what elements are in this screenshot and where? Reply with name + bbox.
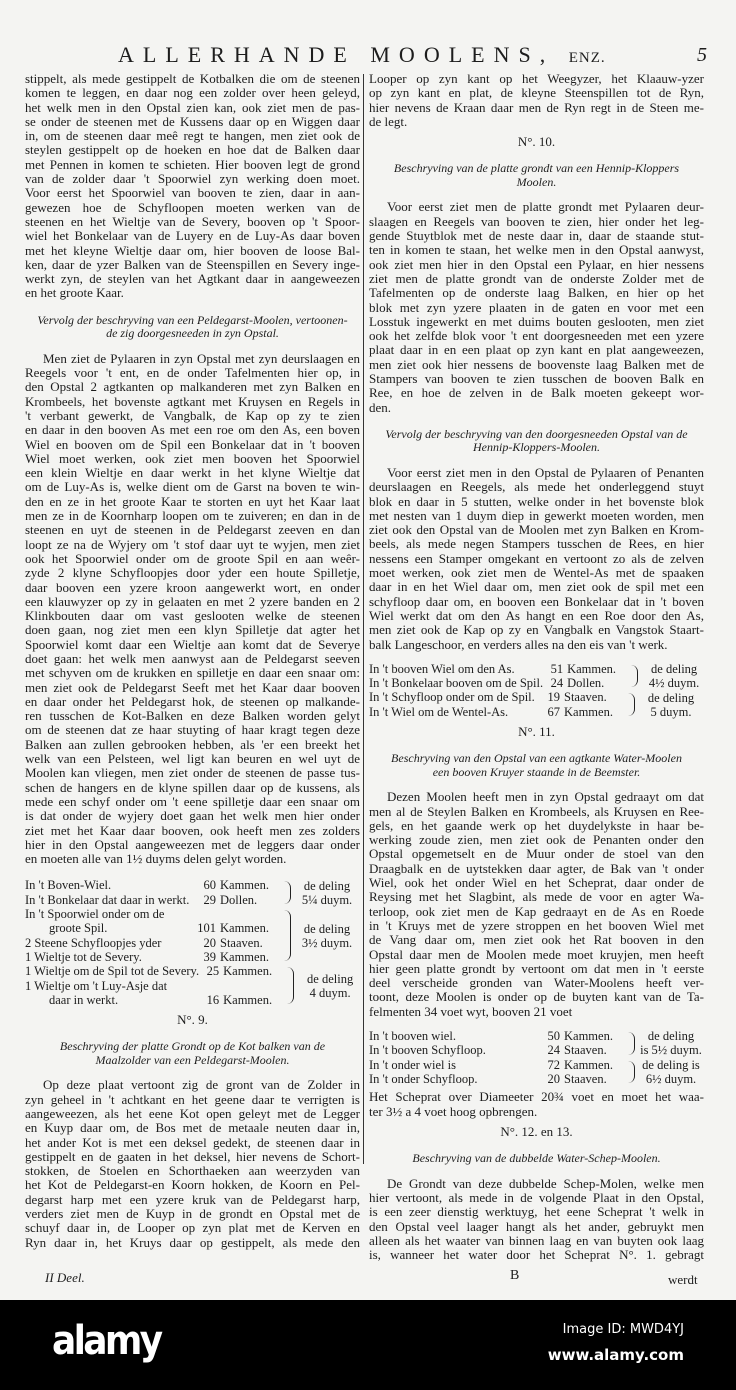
text-line: ren tusschen de Kot-Balken en deze Balken worden gelyt (25, 708, 360, 724)
row-label: groote Spil. (49, 921, 108, 936)
text-line: men al de Steylen Balken en Krombeels, als Kruysen en Ree- (369, 803, 704, 819)
brace-icon (628, 1032, 635, 1055)
row-label: In 't Schyfloop onder om de Spil. (369, 690, 535, 705)
gear-count-table (25, 878, 360, 1007)
brace-icon (628, 693, 635, 716)
division-note (638, 690, 704, 719)
text-line: doet gaan: het welk men aanwyst aan de Peldegarst seeven (25, 650, 360, 666)
text-line: loopt ze na de Wyjery om 't stof daar uyt te wyjen, men ziet (25, 536, 360, 552)
note-line: 6½ duym. (645, 1071, 697, 1086)
text-line: en Kuyp daar om, de Bos met de metaale neuten daar in, (25, 1120, 360, 1136)
text-line: met het kleyne Wieltje daar om, hier booven de loose Bal- (25, 242, 360, 258)
row-count: 19 (547, 690, 560, 705)
row-label: 1 Wieltje om de Spil tot de Severy. (25, 964, 200, 979)
text-line: slaagen en Reegels van booven te zien, hier onder het leg- (369, 213, 704, 229)
running-head (0, 42, 736, 72)
paragraph (25, 352, 360, 867)
text-line: Krombeels, het bovenste agtkant met Kruysen en Regels in (25, 393, 360, 409)
text-line: Reysing met het Slagbint, als mede de voor en agter Wa- (369, 889, 704, 905)
text-line: Draagbalk en de uytstekken daar agter, de Bak van 't onder (369, 860, 704, 876)
text-line: Balken aan zullen gebrooken hebben, als 'er een breekt het (25, 736, 360, 752)
row-unit (223, 979, 287, 993)
section-number: N°. 11. (518, 723, 555, 739)
row-label: In 't Bonkelaar booven om de Spil. (369, 676, 544, 691)
section-number: N°. 10. (517, 134, 556, 150)
text-line: Op deze plaat vertoont zig de gront van de Zolder in (43, 1077, 360, 1093)
text-line: men ze in de Koornharp loopen om te zuiveren; en dan in de (25, 508, 360, 524)
row-label: In 't Bonkelaar dat daar in werkt. (25, 892, 190, 907)
text-line: schyfloop daar om, en booven een Bonkelaar dat in 't boven (369, 593, 704, 609)
row-label: daar in werkt. (49, 992, 119, 1007)
note-line: 4 duym. (309, 985, 351, 1000)
note-line: de deling (303, 878, 351, 893)
note-line: 3½ duym. (301, 935, 353, 950)
text-line: zyde 2 klyne Schyfloopjes door yder een houte Spilletje, (25, 565, 360, 581)
gear-count-table (369, 662, 704, 719)
row-count: 39 (203, 949, 216, 964)
text-line: doen gaan, nog ziet men een klyn Spilletje dat agter het (25, 622, 360, 638)
section-heading (369, 1152, 704, 1166)
text-line: in, om de steenen daar meê regt te hangen, men ziet ook de (25, 128, 360, 144)
row-label: In 't booven Wiel om den As. (369, 661, 515, 676)
text-line: Wiel moet werken, ook ziet men booven het Spoorwiel (25, 450, 360, 466)
text-line: 't verbant gewerkt, de Vangbalk, de Kap op zy te zien (25, 407, 360, 423)
text-line: in 't Kruys met de yzere stroppen en het booven Wiel met (369, 917, 704, 933)
text-line: blok met zyn yzere plaaten in de gaten en voor met een (369, 299, 704, 315)
division-note (294, 907, 360, 964)
text-line: om de steenen dat ze haar stuyting of haar kragt tegen deze (25, 722, 360, 738)
text-line: Men ziet de Pylaaren in zyn Opstal met zyn deurslaagen en (43, 350, 360, 366)
row-unit: Staaven. (564, 690, 607, 705)
text-line: is, wanneer het water door het Scheprat N°. 1. gebragt (369, 1247, 704, 1263)
row-unit: Kammen. (564, 1057, 613, 1072)
volume-mark: II Deel. (45, 1270, 85, 1285)
catchword: werdt (668, 1272, 698, 1287)
note-line: de deling (303, 921, 351, 936)
division-note (641, 662, 707, 691)
brace-icon (628, 1061, 635, 1084)
text-line: met schyven om de krukken en spilletje en daar een snaar om: (25, 665, 360, 681)
text-line: mede een schyf onder om 't eene spilletje daar een snaar om (25, 793, 360, 809)
paragraph (25, 72, 360, 301)
text-line: het Kot de Peldegarst-en Koorn hokken, de Koorn en Pel- (25, 1177, 360, 1193)
section-heading (369, 428, 704, 455)
row-label: In 't booven Schyfloop. (369, 1043, 486, 1058)
signature-mark: B (510, 1268, 520, 1283)
text-line: terloop, ook ziet men de Kap gedraayt en de As en Roede (369, 903, 704, 919)
text-line: de Vang daar om, men ziet ook het Rat booven in den (369, 932, 704, 948)
text-line: zyn geheel in 't achtkant en het geene daar te verrigten is (25, 1091, 360, 1107)
text-line: Ree, en hoe de zelven in de Balk moeten gekeept wor- (369, 385, 704, 401)
image-id: Image ID: MWD4YJ (562, 1322, 684, 1337)
row-unit: Kammen. (223, 992, 273, 1007)
text-line: met Pennen in komen te schieten. Hier booven legt de grond (25, 156, 360, 172)
paragraph (369, 790, 704, 1019)
row-unit: Kammen. (567, 661, 617, 676)
text-line: Losstuk ingewerkt en met duims bouten geslooten, men ziet (369, 313, 704, 329)
text-line: Wiel, ook het onder Wiel en het Scheprat, daar onder de (369, 875, 704, 891)
note-line: 5 duym. (650, 704, 692, 719)
text-line: schen de hangers en de klyne spillen daar op de kussens, als (25, 779, 360, 795)
running-head-main: ALLERHANDE MOOLENS, (118, 42, 555, 67)
row-label: In 't onder wiel is (369, 1057, 456, 1072)
section-heading (369, 162, 704, 189)
text-line: hier in den Opstal aangeweezen met de leggers daar onder (25, 836, 360, 852)
row-unit: Kammen. (220, 878, 269, 893)
page-number: 5 (697, 44, 707, 66)
row-count: 29 (203, 892, 216, 907)
text-line: gende Stuytblok met de neste daar in, daar de staande stut- (369, 228, 704, 244)
heading-line: Beschryving van de dubbelde Water-Schep-Moolen. (412, 1151, 661, 1166)
text-line: plaat daar in en een plaat op zyn kant en plat aangeweezen, (369, 342, 704, 358)
division-note (297, 964, 363, 1007)
text-line: steenen en uyt de steenen in de Peldegarst zeeven en dan (25, 522, 360, 538)
row-label: In 't onder Schyfloop. (369, 1071, 478, 1086)
text-line: felmenten 34 voet wyt, booven 21 voet (369, 1003, 573, 1019)
heading-line: Hennip-Kloppers-Moolen. (473, 440, 600, 455)
text-line: is een zeer dienstig werktuyg, het eene Scheprat 't welk in (369, 1204, 704, 1220)
table-group (25, 964, 360, 1007)
text-line: ziet ook den Opstal van de Moolen met zyn Balken en Krom- (369, 522, 704, 538)
row-count: 24 (550, 676, 564, 691)
section-heading (369, 752, 704, 779)
text-line: Opstal opgemetselt en de Muur onder de stoel van den (369, 846, 704, 862)
text-line: een klein Wieltje en daar werkt in het klyne Wieltje dat (25, 465, 360, 481)
heading-line: Maalzolder van een Peldegarst-Moolen. (95, 1052, 290, 1067)
table-group (369, 1029, 704, 1058)
note-line: de deling is (642, 1057, 700, 1072)
text-line: Dezen Moolen heeft men in zyn Opstal gedraayt om dat (387, 789, 704, 805)
row-count: 16 (206, 992, 220, 1007)
row-unit: Kammen. (564, 1029, 613, 1044)
text-line: Het Scheprat over Diameeter 20¾ voet en moet het waa- (369, 1089, 704, 1105)
text-line: Wiel werkt dat om den As hangt en een Roe door den As, (369, 607, 704, 623)
text-line: den Opstal 2 agtkanten op malkanderen met zyn Balken en (25, 379, 360, 395)
text-line: beels, als mede negen Stampers tusschen de Rees, en hier (369, 536, 704, 552)
row-label: 2 Steene Schyfloopjes yder (25, 935, 162, 950)
text-line: den Opstal veel laager hangt als het ander, gebruykt men (369, 1218, 704, 1234)
paragraph (25, 1078, 360, 1250)
note-line: de deling (647, 690, 695, 705)
text-line: Voor eerst ziet men in den Opstal de Pylaaren of Penanten (387, 464, 704, 480)
column-divider (363, 74, 364, 1164)
text-line: balk Langeschoor, en verders alles na den eis van 't werk. (369, 636, 668, 652)
row-unit: Kammen. (223, 964, 273, 979)
row-label: In 't booven wiel. (369, 1029, 456, 1044)
text-line: Moolen kan vliegen, men ziet onder de steenen de passe tus- (25, 765, 360, 781)
note-line: de deling (647, 1029, 695, 1044)
text-line: van de zolder daar 't Spoorwiel zyn werking doen moet. (25, 171, 360, 187)
text-line: schuyf daar in, de Looper op zyn plat met de Kerven en (25, 1220, 360, 1236)
text-line: men ziet ook de Peldegarst Seeft met het Kaar daar booven (25, 679, 360, 695)
text-line: Spoorwiel komt daar een Wieltje aan komt dat de Severye (25, 636, 360, 652)
heading-line: de zig doorgesneeden in zyn Opstal. (106, 326, 279, 341)
row-label: 1 Wieltje tot de Severy. (25, 949, 142, 964)
table-group (25, 878, 360, 907)
text-line: de legt. (369, 113, 408, 129)
text-line: een klauwyzer op zy in gelaaten en met 2 yzere banden en 2 (25, 593, 360, 609)
division-note (638, 1029, 704, 1058)
row-count: 20 (203, 935, 216, 950)
left-column (25, 72, 360, 1250)
text-line: deel verscheide gronden van Water-Moolens heeft ver- (369, 975, 704, 991)
text-line: aangeweezen, als het eene Kot open geleyt met de Legger (25, 1106, 360, 1121)
row-unit: Staaven. (564, 1071, 607, 1086)
row-unit: Staaven. (220, 935, 263, 950)
text-line: nessens een Stamper omgekant en vertoont zo als de zelven (369, 550, 704, 566)
text-line: met nesten van 1 duym diep in gewerkt moeten worden, men (369, 507, 704, 523)
watermark-banner (0, 1300, 736, 1390)
row-unit: Dollen. (567, 676, 605, 691)
text-line: ook ziet men hier in den Opstal een Pylaar, en hier nessens (369, 256, 704, 272)
note-line: de deling (651, 662, 698, 677)
row-count (196, 907, 220, 921)
text-line: hier vertoont, als mede in de volgende Plaat in den Opstal, (369, 1189, 704, 1205)
text-line: Klinkbouten daar om vast geslooten welke de steenen (25, 608, 360, 624)
text-line: se onder de steenen met de Kussens daar op en Wiggen daar (25, 113, 360, 129)
table-group (369, 1058, 704, 1087)
text-line: De Grondt van deze dubbelde Schep-Molen, welke men (387, 1175, 704, 1191)
text-line: Stampers van booven te zien tusschen de booven Balk en (369, 371, 704, 387)
table-group (25, 907, 360, 964)
heading-line: Vervolg der beschryving van den doorgesneeden Opstal van de (385, 426, 688, 441)
text-line: deurslaagen en Reegels, als mede het onderleggend stuyt (369, 479, 704, 495)
text-line: Reegels voor 't ent, en de onder Tafelmenten hier op, in (25, 365, 360, 381)
text-line: en daar in den booven As met een roe om den As, een boven (25, 422, 360, 438)
text-line: Voor eerst het Spoorwiel van booven te zien, daar in aan- (25, 185, 360, 201)
row-unit: Dollen. (220, 892, 258, 907)
text-line: den. (369, 399, 392, 415)
text-line: ook het zelfde blok voor 't ent doorgesneeden met een yzere (369, 328, 704, 344)
brace-icon (284, 910, 291, 961)
row-label: In 't Wiel om de Wentel-As. (369, 704, 509, 719)
text-line: ziet met het Kaar daar booven, ook heeft men zes zolders (25, 822, 360, 838)
heading-line: een booven Kruyer staande in de Beemster. (432, 764, 641, 779)
heading-line: Moolen. (516, 174, 557, 189)
gear-count-table (369, 1029, 704, 1086)
text-line: hier nevens de Kraan daar men de Ryn regt in de Steen me- (369, 99, 704, 115)
text-line: men ziet ook de Kap op zy en Vangbalk en Vangstok Staart- (369, 622, 704, 638)
heading-line: Beschryving van de platte grondt van een Hennip-Kloppers (393, 161, 680, 176)
section-heading (25, 1040, 360, 1067)
text-line: stokken, de Stoelen en Schorthaeken aan weerzyden van (25, 1163, 360, 1179)
text-line: op zyn kant en plat, de kleyne Steenspillen tot de Ryn, (369, 85, 704, 101)
text-line: gestippelt en de gaaten in het deksel, hier nevens de Schort- (25, 1148, 360, 1164)
site-url: www.alamy.com (547, 1346, 684, 1364)
note-line: 5¼ duym. (301, 892, 353, 907)
row-unit: Kammen. (220, 949, 269, 964)
text-line: is dat onder de wyjery doet gaan het welk men hier onder (25, 808, 360, 824)
alamy-logo: alamy (52, 1318, 161, 1364)
heading-line: Beschryving van den Opstal van een agtkante Water-Moolen (391, 751, 682, 766)
row-count: 20 (547, 1071, 560, 1086)
text-line: stippelt, als mede gestippelt de Kotbalken die om de steenen (25, 71, 360, 86)
text-line: ken, daar de yzer Balken van de Steenspillen en Severy inge- (25, 256, 360, 272)
right-column (369, 72, 704, 1262)
text-line: degarst harp met een yzere kruk van de Peldegarst harp, (25, 1191, 360, 1207)
text-line: en het groote Kaar. (25, 285, 124, 301)
row-count: 72 (547, 1057, 560, 1072)
note-line: is 5½ duym. (640, 1043, 702, 1058)
row-count: 24 (547, 1043, 560, 1058)
brace-icon (284, 881, 291, 904)
text-line: het welk men in den Opstal zien kan, ook ziet men de pas- (25, 99, 360, 115)
running-head-enz: ENZ. (568, 50, 606, 66)
text-line: ten in komen te staan, het welke men in den Opstal aanwyst, (369, 242, 704, 258)
text-line: werking zoude zien, men ziet ook de Penanten onder den (369, 832, 704, 848)
row-unit: Kammen. (564, 704, 613, 719)
paragraph (369, 72, 704, 129)
text-line: komen te leggen, en daar nog een zolder over heen geleyd, (25, 85, 360, 101)
text-line: gewezen hoe de Schyfloopen moeten werken van de (25, 199, 360, 215)
division-note (294, 878, 360, 907)
section-number: N°. 12. en 13. (500, 1123, 573, 1139)
row-count: 25 (206, 964, 220, 979)
division-note (638, 1058, 704, 1087)
section-heading (25, 314, 360, 341)
text-line: welk van een Pelsteen, wel ligt kan beuren en wel uyt de (25, 751, 360, 767)
text-line: Ryn daar in, het Kruys daar op gestippelt, als mede den (25, 1234, 360, 1250)
brace-icon (287, 967, 294, 1004)
note-line: 4½ duym. (648, 676, 700, 691)
text-line: den en ze in het groote Kaar te storten en uyt het Kaar laat (25, 493, 360, 509)
table-group (369, 690, 704, 719)
running-head-title (118, 42, 606, 68)
text-line: Voor eerst ziet men de platte grondt met Pylaaren deur- (387, 199, 704, 215)
text-line: en daar onder het Peldegarst hok, de steenen op malkande- (25, 693, 360, 709)
text-line: daar booven een yzere kroon aangewerkt wort, en onder (25, 579, 360, 595)
text-line: ook het Spoorwiel onder om de groote Spil en aan weêr- (25, 550, 360, 566)
row-count: 101 (197, 921, 216, 936)
text-line: men ziet ook hier nessens de boovenste laag Balken met de (369, 356, 704, 372)
row-count: 51 (550, 661, 564, 676)
row-label: In 't Spoorwiel onder om de (25, 907, 165, 922)
brace-icon (631, 665, 638, 688)
text-line: het ander Kot is met een deksel gedekt, de steenen daar in (25, 1134, 360, 1150)
text-line: en moeten alle van 1½ duyms delen gelyt worden. (25, 851, 287, 867)
text-line: hier geen platte grondt by vertoont om dat men in 't eerste (369, 960, 704, 976)
text-line: alleen als het waater van binnen laag en van buyten ook laag (369, 1232, 704, 1248)
text-line: steylen gestippelt op de hoeken en hoe dat de Balken daar (25, 142, 360, 158)
heading-line: Vervolg der beschryving van een Peldegarst-Moolen, vertoonen- (37, 312, 348, 327)
paragraph (369, 1177, 704, 1263)
row-unit: Kammen. (220, 921, 269, 936)
row-unit (220, 907, 284, 921)
text-line: verders ziet men de Kuyp in de grondt en Opstal met de (25, 1206, 360, 1222)
row-label: In 't Boven-Wiel. (25, 878, 112, 893)
row-unit: Staaven. (564, 1043, 607, 1058)
text-line: Opstal daar men de Moolen mede moet kruyjen, men heeft (369, 946, 704, 962)
paragraph (369, 1090, 704, 1119)
text-line: blok en daar in 5 stutten, welke onder in het bovenste blok (369, 493, 704, 509)
text-line: Tafelmenten op de onderste laag Balken, en hier op het (369, 285, 704, 301)
text-line: wiel het Bonkelaar van de Luyery en de Luy-As daar boven (25, 228, 360, 244)
table-group (369, 662, 704, 691)
text-line: steenen en het Wieltje van de Severy, booven op 't Spoor- (25, 213, 360, 229)
text-line: Wiel en booven om de Spil een Bonkelaar dat in 't booven (25, 436, 360, 452)
note-line: de deling (307, 971, 354, 986)
row-count: 50 (547, 1029, 560, 1044)
row-count (199, 979, 223, 993)
section-number: N°. 9. (177, 1012, 208, 1028)
text-line: toont, deze Moolen is onder op de buyten kant van de Ta- (369, 989, 704, 1005)
text-line: moet werken, ook ziet men de Wentel-As met de spaaken (369, 565, 704, 581)
text-line: gels, en het gaande werk op het duydelykste in haar be- (369, 817, 704, 833)
text-line: werkt zyn, de steylen van het Agtkant daar in aangeweezen (25, 271, 360, 287)
text-line: daar in en het Wiel daar om, men ziet ook de spil met een (369, 579, 704, 595)
row-label: 1 Wieltje om 't Luy-Asje dat (25, 978, 168, 993)
text-line: om de Luy-As is, welke dient om de Garst na boven te win- (25, 479, 360, 495)
paragraph (369, 466, 704, 652)
text-line: Looper op zyn kant op het Weegyzer, het Klaauw-yzer (369, 71, 704, 86)
row-count: 60 (203, 878, 216, 893)
text-line: ziet men de platte grondt van de onderste Zolder met de (369, 270, 704, 286)
heading-line: Beschryving der platte Grondt op de Kot balken van de (59, 1039, 326, 1054)
text-line: ter 3½ a 4 voet hoog opbrengen. (369, 1103, 538, 1119)
paragraph (369, 200, 704, 414)
row-count: 67 (547, 704, 560, 719)
